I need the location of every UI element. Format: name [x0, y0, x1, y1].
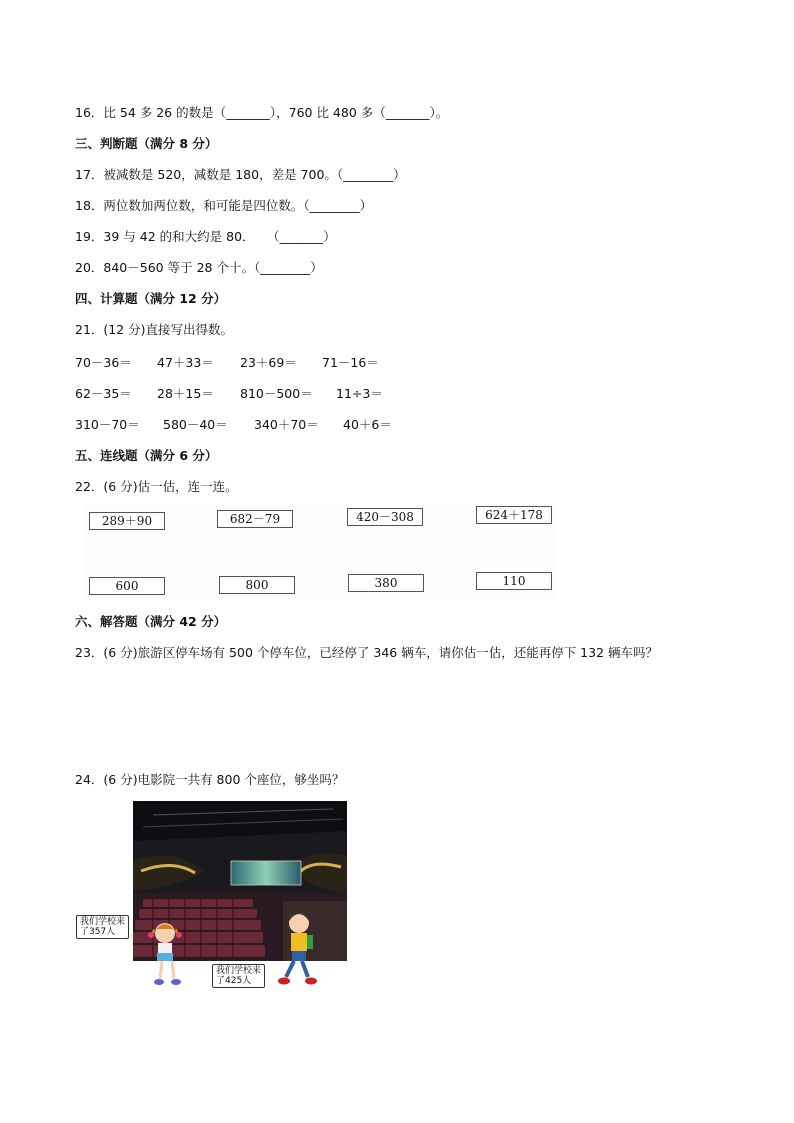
boy-speech-bubble	[212, 964, 265, 988]
bubble-line: 我们学校来	[80, 917, 126, 927]
section-5-heading: 五、连线题（满分 6 分）	[75, 448, 218, 463]
bubble-line: 了357人	[80, 927, 116, 937]
calc-item: 310－70＝	[75, 417, 140, 432]
bubble-line: 了425人	[216, 976, 252, 986]
match-top-box: 420－308	[347, 508, 423, 526]
question-20: 20．840－560 等于 28 个十。（________）	[75, 260, 323, 275]
calc-item: 71－16＝	[322, 355, 379, 370]
question-22: 22．(6 分)估一估，连一连。	[75, 479, 238, 494]
calc-item: 340＋70＝	[254, 417, 319, 432]
calc-item: 11÷3＝	[336, 386, 383, 401]
match-bottom-box: 380	[348, 574, 424, 592]
question-18: 18．两位数加两位数，和可能是四位数。（________）	[75, 198, 373, 213]
match-bottom-box: 800	[219, 576, 295, 594]
question-19: 19．39 与 42 的和大约是 80． （_______）	[75, 229, 336, 244]
match-top-box: 289＋90	[89, 512, 165, 530]
section-4-heading: 四、计算题（满分 12 分）	[75, 291, 227, 306]
calc-item: 70－36＝	[75, 355, 132, 370]
question-21: 21．(12 分)直接写出得数。	[75, 322, 234, 337]
bubble-line: 我们学校来	[216, 966, 262, 976]
calc-item: 580－40＝	[163, 417, 228, 432]
question-17: 17．被减数是 520，减数是 180，差是 700。（________）	[75, 167, 406, 182]
calc-item: 28＋15＝	[157, 386, 214, 401]
girl-speech-bubble	[76, 915, 129, 939]
section-3-heading: 三、判断题（满分 8 分）	[75, 136, 218, 151]
match-top-box: 682－79	[217, 510, 293, 528]
theater-image	[133, 801, 347, 961]
match-bottom-box: 600	[89, 577, 165, 595]
boy-legs	[276, 961, 322, 987]
match-top-box: 624＋178	[476, 506, 552, 524]
question-24: 24．(6 分)电影院一共有 800 个座位，够坐吗？	[75, 772, 345, 787]
match-bottom-box: 110	[476, 572, 552, 590]
section-6-heading: 六、解答题（满分 42 分）	[75, 614, 227, 629]
question-23: 23．(6 分)旅游区停车场有 500 个停车位，已经停了 346 辆车，请你估一估，还能再停下 132 辆车吗？	[75, 645, 659, 660]
calc-item: 62－35＝	[75, 386, 132, 401]
calc-item: 810－500＝	[240, 386, 313, 401]
calc-item: 23＋69＝	[240, 355, 297, 370]
question-16: 16．比 54 多 26 的数是（_______），760 比 480 多（_______）。	[75, 105, 449, 120]
calc-item: 47＋33＝	[157, 355, 214, 370]
girl-legs	[150, 961, 190, 987]
matching-area	[86, 504, 556, 600]
calc-item: 40＋6＝	[343, 417, 392, 432]
